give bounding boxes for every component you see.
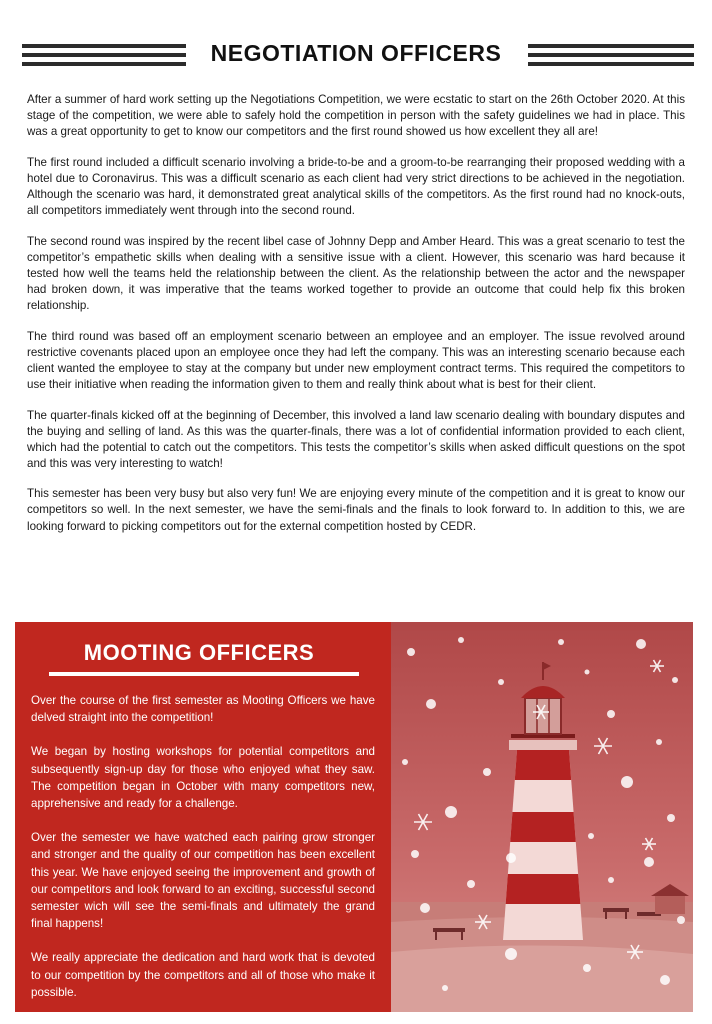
header-rule-right-top [528,44,694,48]
mooting-text-panel [15,622,391,1012]
mooting-panel [15,622,693,1012]
negotiation-paragraph: After a summer of hard work setting up the Negotiations Competition, we were ecstatic to start on the 26th October 2020. At this stage of the competition, we were able to safely hold the competition in person with the safety guidelines we had in place. This was a great opportunity to get to know our competitors and the first round showed us how excellent they all are! [27,93,685,139]
lighthouse-photo [391,622,693,1012]
header-rule-right-bottom [528,62,694,66]
header-rule-right-mid [528,53,694,57]
mooting-paragraph: Over the semester we have watched each pairing grow stronger and stronger and the quality of our competition has been excellent this year. We have enjoyed seeing the improvement and growth of our competitors and look forward to an exciting, successful second semester wich will see the semi-finals and ultimately the grand final happens! [31,831,375,931]
negotiation-article [27,92,685,549]
negotiation-title: NEGOTIATION OFFICERS [210,40,502,66]
mooting-paragraph: We really appreciate the dedication and hard work that is devoted to our competition by the competitors and all of those who make it possible. [31,951,375,999]
mooting-title: MOOTING OFFICERS [83,640,315,665]
negotiation-paragraph: The quarter-finals kicked off at the beginning of December, this involved a land law scenario dealing with boundary disputes and the buying and selling of land. As this was the quarter-finals, there was a lot of confidential information provided to each client, which had the potential to catch out the competitors. This tests the competitor’s skills when asked difficult questions on the spot and this was very interesting to watch! [27,408,685,470]
negotiation-paragraph: The second round was inspired by the recent libel case of Johnny Depp and Amber Heard. This was a great scenario to test the competitor’s empathetic skills when dealing with a sensitive issue with a client. However, this scenario was hard because it tested how well the teams held the relationship between the client. As the relationship between the actor and the newspaper had broken down, it was imperative that the teams worked together to provide an outcome that could help fix this broken relationship. [27,234,685,313]
mooting-title-rule [49,672,359,676]
header-rule-left-bottom [22,62,186,66]
mooting-paragraph: We began by hosting workshops for potential competitors and subsequently sign-up day for those who enjoyed what they saw. The competition began in October with many competitors new, apprehensive and ready for a challenge. [31,745,375,811]
mooting-paragraph: Over the course of the first semester as Mooting Officers we have delved straight into the competition! [31,694,375,725]
negotiation-paragraph: The first round included a difficult scenario involving a bride-to-be and a groom-to-be rearranging their proposed wedding with a hotel due to Coronavirus. This was a difficult scenario as each client had very strict directions to be achieved in the negotiation. Although the scenario was hard, it demonstrated great analytical skills of the competitors. As the first round had no knock-outs, all competitors immediately went through into the second round. [27,155,685,218]
negotiation-paragraph: This semester has been very busy but also very fun! We are enjoying every minute of the competition and it is great to know our competitors so well. In the next semester, we have the semi-finals and the finals to look forward to. In addition to this, we are looking forward to picking competitors out for the external competition hosted by CEDR. [27,487,685,533]
negotiation-paragraph: The third round was based off an employment scenario between an employee and an employer. The issue revolved around restrictive covenants placed upon an employee once they had left the company. This was an interesting scenario because each client wanted the employee to stay at the company but under new employment contract terms. This required the competitors to use their initiative when reading the information given to them and really think about what is best for their client. [27,329,685,391]
foreground-path [391,945,693,1012]
header-rule-left-top [22,44,186,48]
header-rule-left-mid [22,53,186,57]
negotiation-header [0,38,712,78]
mooting-body [31,692,375,1012]
